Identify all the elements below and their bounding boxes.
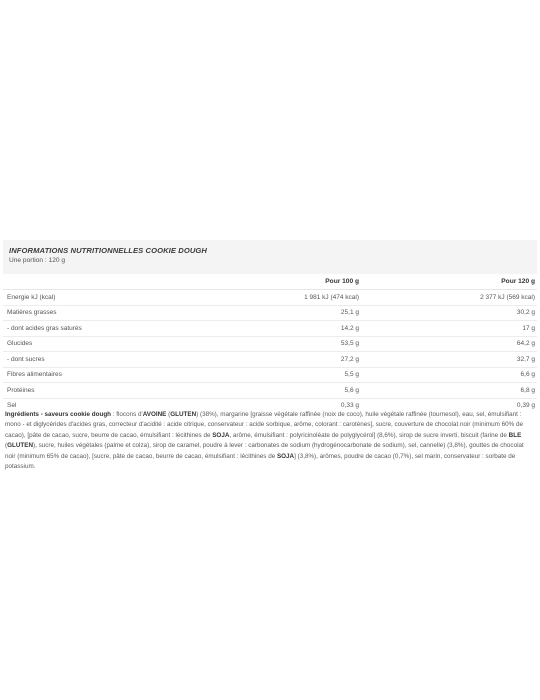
ingredients-list [5,411,524,470]
table-header-row [3,274,537,290]
table-row [3,290,537,306]
value-per-100g: 14,2 g [179,321,361,337]
table-row [3,336,537,352]
ingredient-text: ( [166,411,171,418]
allergen-text: AVOINE [142,411,167,418]
table-row [3,367,537,383]
ingredients-text [3,410,537,472]
nutrient-name: Protéines [3,383,179,399]
nutrient-name: Fibres alimentaires [3,367,179,383]
column-header-label [3,274,179,290]
ingredient-text: ( [5,442,8,450]
value-per-120g: 6,6 g [361,367,537,383]
allergen-text: GLUTEN [7,442,33,450]
nutrition-card [3,240,537,472]
nutrient-name: Energie kJ (kcal) [3,290,179,306]
portion-size: Une portion : 120 g [9,257,66,264]
table-row [3,305,537,321]
value-per-100g: 5,6 g [179,383,361,399]
nutrient-name: - dont acides gras saturés [3,321,179,337]
allergen-text: SOJA [276,452,295,460]
value-per-120g: 2 377 kJ (569 kcal) [361,290,537,306]
value-per-100g: 0,33 g [340,402,359,410]
nutrient-name: Glucides [3,336,179,352]
value-per-120g: 64,2 g [361,336,537,352]
value-per-100g: 25,1 g [179,305,361,321]
ingredient-text: ) (38%), margarine [graisse végétale raffinée (noix de coco), huile végétale raffinée (tournesol), eau, sel, émulsifiant : mono - et diglycérides d'acides gras, correcteur d'acidité : acide citrique, conservateur : acide sorbique, arôme, colorant : carotènes], sucre, couverture de chocolat noir (minimum 60% de cacao), [pâte de cacao, sucre, beurre de cacao, émulsifiant : lécithines de [5,411,523,439]
ingredient-text: ), sucre, huiles végétales (palme et colza), sirop de caramel, poudre à lever : carbonates de sodium (hydrogénocarbonate de sodium), sel, cannelle) (3,8%), gouttes de chocolat noir (minimum 65% de cacao), [sucre, pâte de cacao, beurre de cacao, émulsifiant : lécithines de [5,442,524,460]
value-per-120g: 30,2 g [361,305,537,321]
nutrient-name: Sel [7,402,17,410]
nutrition-table [3,274,537,413]
value-per-100g: 27,2 g [179,352,361,368]
nutrition-header [3,240,537,274]
nutrient-name: Matières grasses [3,305,179,321]
nutrition-title: INFORMATIONS NUTRITIONNELLES COOKIE DOUGH [9,246,208,255]
column-header-per-120g: Pour 120 g [361,274,537,290]
column-header-per-100g: Pour 100 g [179,274,361,290]
ingredient-text: ] (3,8%), arômes, poudre de cacao (0,7%), sel marin, conservateur : sorbate de potassium. [5,452,516,471]
value-per-100g: 1 981 kJ (474 kcal) [179,290,361,306]
ingredient-text: : flocons d' [111,411,143,418]
table-row [3,383,537,399]
nutrition-table-body [3,290,537,414]
nutrient-name: - dont sucres [3,352,179,368]
table-row [3,321,537,337]
value-per-120g: 32,7 g [361,352,537,368]
value-per-120g: 6,8 g [361,383,537,399]
allergen-text: GLUTEN [170,411,197,418]
allergen-text: SOJA [212,431,230,439]
ingredients-label: Ingrédients - saveurs cookie dough [5,411,112,418]
value-per-100g: 5,5 g [179,367,361,383]
table-row [3,352,537,368]
allergen-text: BLE [508,431,522,439]
ingredient-text: , arôme, émulsifiant : polyricinoléate de polyglycérol] (8,6%), sirop de sucre inverti, biscuit (farine de [229,431,509,439]
value-per-120g: 0,39 g [516,402,535,410]
value-per-120g: 17 g [361,321,537,337]
value-per-100g: 53,5 g [179,336,361,352]
